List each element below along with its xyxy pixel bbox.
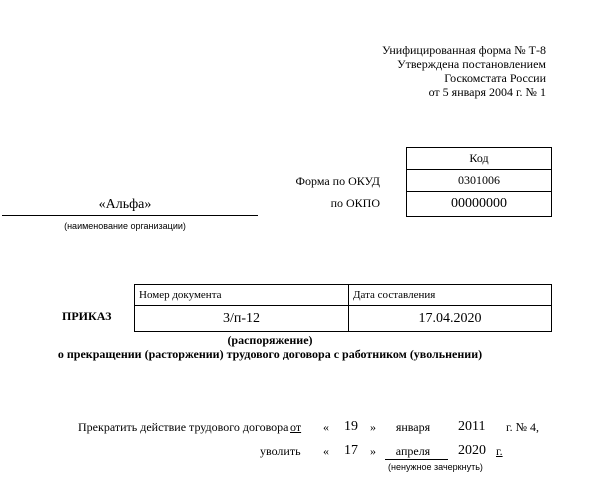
okud-label: Форма по ОКУД: [295, 174, 380, 188]
organization-underline: [2, 215, 258, 216]
dismiss-quote-open: «: [323, 444, 329, 458]
dismiss-quote-close: »: [370, 444, 376, 458]
terminate-month: января: [395, 420, 431, 434]
codes-head: Код: [407, 148, 552, 170]
date-header: Дата составления: [349, 285, 552, 306]
form-name: Унифицированная форма № Т-8: [381, 43, 546, 57]
terminate-label: Прекратить действие трудового договора: [78, 420, 289, 434]
organization-caption: (наименование организации): [64, 221, 186, 231]
terminate-ot: от: [290, 420, 302, 434]
dismiss-g: г.: [496, 444, 503, 458]
order-subtitle: (распоряжение): [227, 333, 313, 347]
okpo-value: 00000000: [407, 192, 552, 217]
document-number: 3/п-12: [135, 306, 349, 332]
okpo-label: по ОКПО: [330, 196, 380, 210]
document-date: 17.04.2020: [349, 306, 552, 332]
terminate-number: г. № 4,: [506, 420, 540, 434]
approved-by: Утверждена постановлением: [397, 57, 546, 71]
dismiss-month-underline: [385, 459, 448, 460]
okud-value: 0301006: [407, 170, 552, 192]
order-description: о прекращении (расторжении) трудового договора с работником (увольнении): [57, 347, 483, 361]
codes-table: [406, 147, 552, 217]
terminate-quote-close: »: [370, 420, 376, 434]
order-title: ПРИКАЗ: [62, 309, 112, 323]
dismiss-label: уволить: [260, 444, 301, 458]
terminate-day: 19: [344, 419, 358, 434]
terminate-quote-open: «: [323, 420, 329, 434]
dismiss-year: 2020: [458, 443, 486, 458]
approval-date: от 5 января 2004 г. № 1: [428, 85, 546, 99]
dismiss-caption: (ненужное зачеркнуть): [388, 462, 483, 472]
dismiss-day: 17: [344, 443, 358, 458]
document-table: [134, 284, 552, 332]
number-header: Номер документа: [135, 285, 349, 306]
approval-authority: Госкомстата России: [444, 71, 546, 85]
terminate-year: 2011: [458, 419, 486, 434]
dismiss-month: апреля: [395, 444, 431, 458]
organization-name: «Альфа»: [98, 197, 152, 212]
